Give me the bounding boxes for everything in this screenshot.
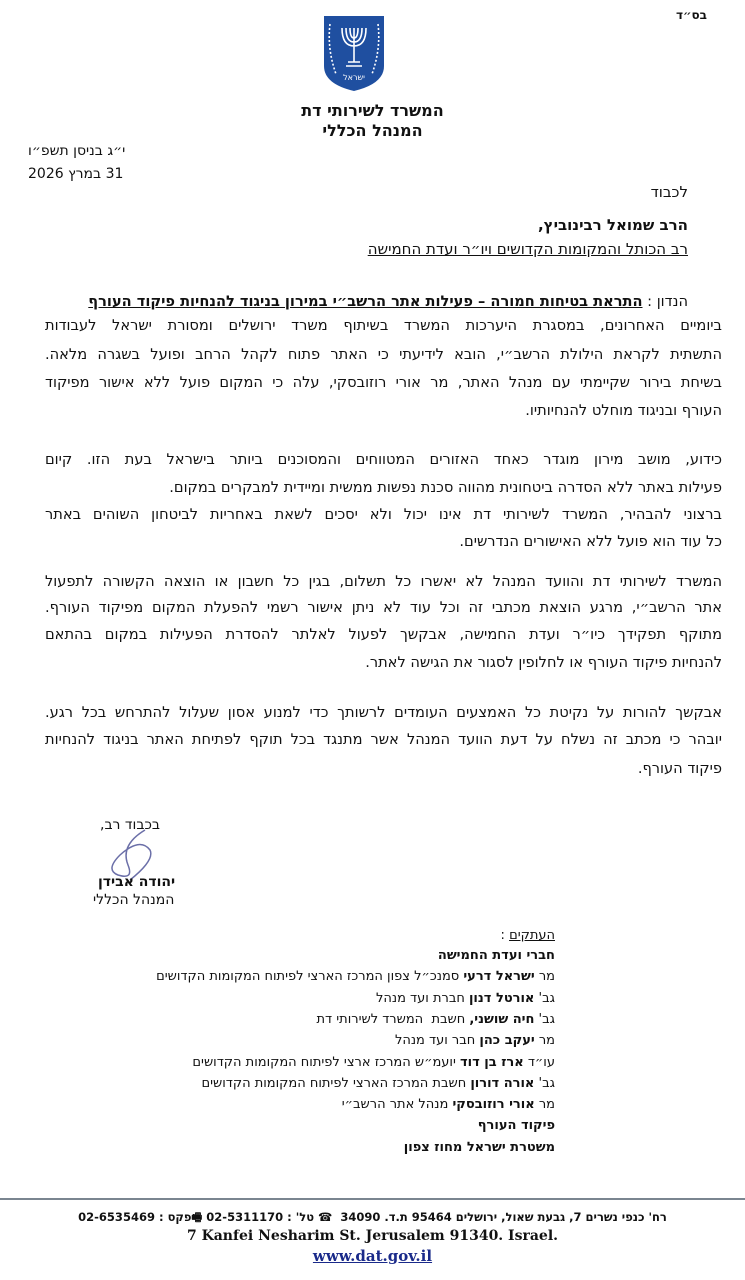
copy-rest: סמנכ״ל צפון המרכז הארצי לפיתוח המקומות הקדושים	[156, 969, 464, 985]
copy-recipient	[438, 948, 555, 963]
body-line: העורף ובניגוד מוחלט להנחיותיו.	[525, 402, 722, 419]
copy-rest: חברת ועד מנהל	[375, 990, 469, 1006]
website-link[interactable]: www.dat.gov.il	[312, 1247, 433, 1265]
copy-recipient	[395, 1033, 555, 1048]
body-line: אבקשך להורות על נקיטת כל האמצעים העומדים לרשותך כדי למנוע אסון שעלול להתרחש בכל רגע.	[45, 704, 722, 721]
salutation: לכבוד	[650, 183, 688, 201]
copy-recipient	[192, 1055, 555, 1070]
body-line: בשיחת בירור שקיימתי עם מנהל האתר, מר אורי רוזובסקי, עלה כי המקום פועל ללא אישור מפיקוד	[45, 374, 722, 391]
footer-tel: 02-5311170	[206, 1210, 284, 1224]
emblem-text: ישראל	[343, 73, 365, 82]
body-line: כידוע, מושב מירון מוגדר כאחד האזורים המטווחים והמסוכנים ביותר בישראל בעת הזו. קיום	[45, 451, 722, 468]
ministry-name: המשרד לשירותי דת	[301, 101, 444, 120]
copy-bold: ישראל דרעי	[463, 969, 535, 985]
body-line: ביומיים האחרונים, במסגרת היערכות המשרד בשיתוף משרד ירושלים ומסורת ישראל לעבודות	[45, 317, 722, 334]
copy-bold: אורי רוזובסקי	[452, 1097, 535, 1113]
footer-fax: 02-6535469	[78, 1210, 155, 1224]
body-line: פעילות באתר ללא הסדרה ביטחונית מהווה סכנת נפשות ממשית ומיידית למבקרים במקום.	[169, 479, 722, 496]
copy-bold: חיה שושני,	[469, 1011, 535, 1027]
copy-rest: יועמ״ש המרכז ארצי לפיתוח המקומות הקדושים	[192, 1054, 461, 1070]
signer-name: יהודה אבידן	[98, 874, 176, 890]
office-name: המנהל הכללי	[322, 121, 423, 140]
fax-icon: 🖷	[191, 1210, 203, 1224]
body-line: כל עוד הוא פועל ללא האישורים הנדרשים.	[459, 533, 722, 550]
copy-pre: גב'	[534, 990, 555, 1006]
copy-bold: ארז בן דוד	[460, 1054, 524, 1070]
body-line: אתר הרשב״י, מרגע הוצאת מכתבי זה וכל עוד לא ניתן אישור רשמי להפעלת המקום מפיקוד העורף.	[45, 599, 722, 616]
copies-label: העתקים :	[500, 928, 555, 943]
bsd-header: בס״ד	[675, 8, 707, 22]
copy-recipient	[316, 1012, 555, 1027]
body-line: המשרד לשירותי דת והוועד המנהל לא יאשרו כל תשלום, בגין כל חשבון או הוצאה הקשורה לתפעול	[45, 573, 722, 590]
footer-address-en: 7 Kanfei Nesharim St. Jerusalem 91340. Israel.	[186, 1228, 559, 1244]
copy-pre: מר	[534, 1033, 555, 1049]
subject-label: הנדון :	[647, 293, 688, 310]
copy-bold: משטרת ישראל מחוז צפון	[403, 1139, 555, 1155]
copy-bold: אורטל דנון	[468, 990, 535, 1006]
copy-recipient	[156, 969, 555, 984]
subject-text: התראת בטיחות חמורה – פעילות אתר הרשב״י במירון בניגוד להנחיות פיקוד העורף	[88, 293, 643, 310]
footer-address-he: רח' כנפי נשרים 7, גבעת שאול, ירושלים 95464 ת.ד. 34090 ☎ טל' : 02-5311170 🖷פקס : 02-6535469	[78, 1210, 667, 1224]
recipient-name: הרב שמואל רבינוביץ,	[537, 216, 688, 234]
copy-pre: גב'	[534, 1011, 555, 1027]
copy-bold: פיקוד העורף	[477, 1118, 555, 1134]
closing: בכבוד רב,	[100, 817, 160, 833]
body-line: ברצוני להבהיר, המשרד לשירותי דת אינו יכול ולא יסכים לשאת באחריות לביטחון השוהים באתר	[45, 506, 722, 523]
copy-rest: חשבת המשרד לשירותי דת	[316, 1011, 470, 1027]
copy-recipient	[342, 1097, 555, 1112]
copy-bold: אורה דורון	[470, 1075, 535, 1091]
recipient-title: רב הכותל והמקומות הקדושים ויו״ר ועדת החמישה	[367, 240, 688, 258]
hebrew-date: י״ג בניסן תשפ״ו	[28, 143, 126, 159]
copy-bold: יעקב כהן	[479, 1033, 535, 1049]
body-line: להנחיות פיקוד העורף או לחלופין לסגור את הגישה לאתר.	[365, 654, 722, 671]
copy-pre: עו״ד	[523, 1054, 555, 1070]
copy-pre: מר	[534, 1097, 555, 1113]
copy-bold: חברי ועדת החמישה	[437, 948, 555, 963]
copy-pre: מר	[534, 969, 555, 985]
body-line: פיקוד העורף.	[637, 760, 722, 777]
copy-rest: מנהל אתר הרשב״י	[341, 1097, 453, 1113]
footer-divider	[0, 1198, 745, 1200]
body-line: יובהר כי מכתב זה נשלח על דעת הוועד המנהל אשר מתנגד בכל תוקף לפתיחת האתר בניגוד להנחיות	[45, 731, 722, 748]
copy-rest: חשבת המרכז הארצי לפיתוח המקומות הקדושים	[201, 1075, 471, 1091]
copy-recipient	[376, 991, 555, 1006]
copy-recipient	[404, 1140, 555, 1155]
state-emblem-icon	[322, 14, 386, 92]
copy-pre: גב'	[534, 1075, 555, 1091]
copy-recipient	[478, 1118, 555, 1133]
copy-recipient	[201, 1076, 555, 1091]
subject-line	[88, 293, 688, 310]
body-line: התשתית לקראת הילולת הרשב״י, הובא לידיעתי כי האתר פתוח לקהל הרחב ופועל בשגרה מלאה.	[45, 346, 722, 363]
copy-rest: חבר ועד מנהל	[394, 1033, 480, 1049]
body-line: מתוקף תפקידך כיו״ר ועדת החמישה, אבקשך לפעול לאלתר להסדרת הפעילות במקום בהתאם	[45, 626, 722, 643]
phone-icon: ☎	[314, 1210, 337, 1224]
signer-title: המנהל הכללי	[93, 892, 175, 908]
gregorian-date: 31 במרץ 2026	[28, 166, 124, 182]
